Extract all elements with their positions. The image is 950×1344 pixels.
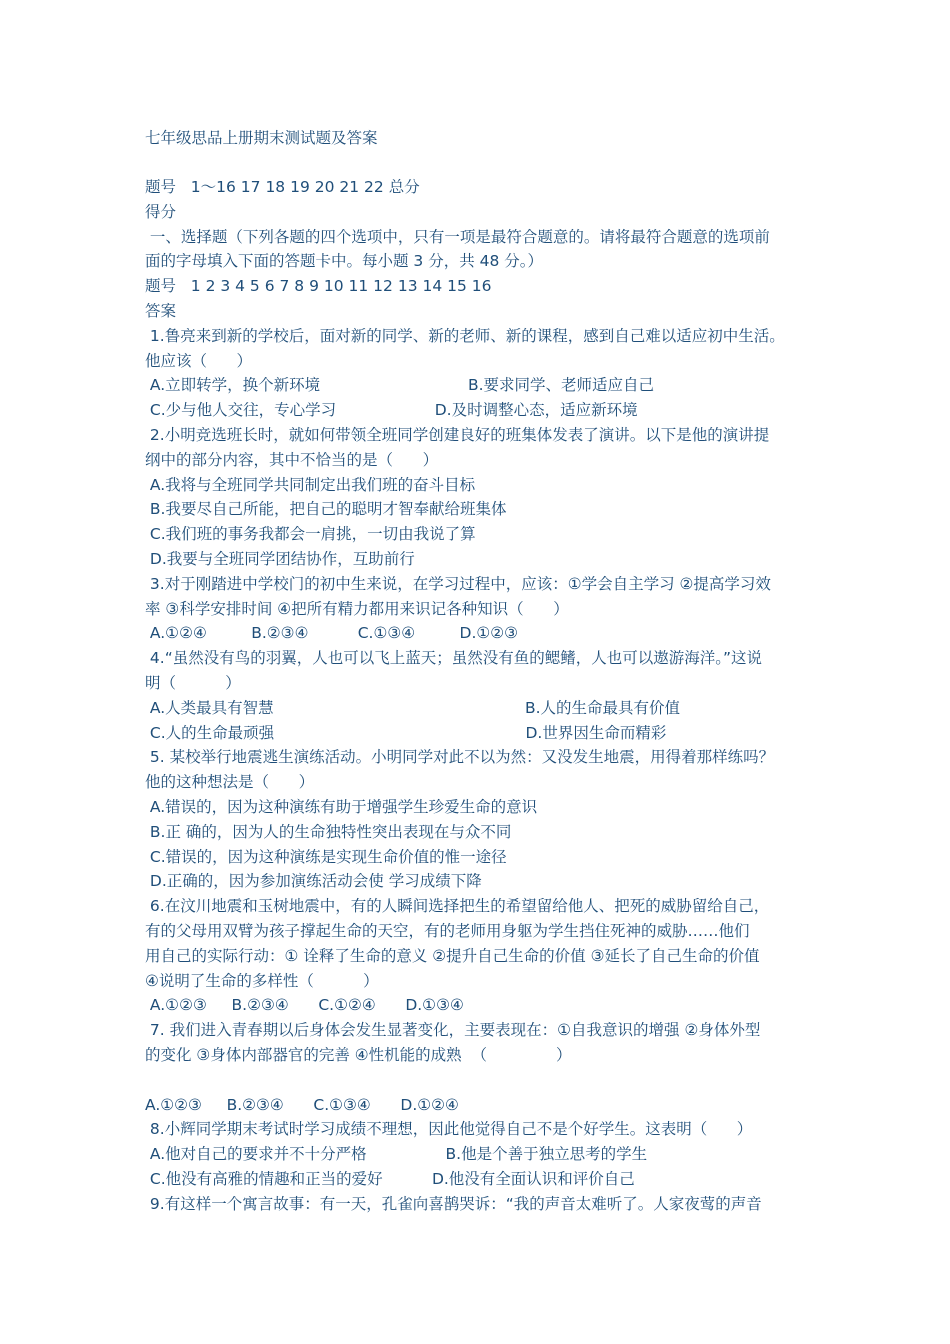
text-line: 有的父母用双臂为孩子撑起生命的天空，有的老师用身躯为学生挡住死神的威胁……他们 — [145, 922, 750, 940]
text-line: A.他对自己的要求并不十分严格 B.他是个善于独立思考的学生 — [145, 1145, 648, 1164]
text-line: 率 ③科学安排时间 ④把所有精力都用来识记各种知识（ ） — [145, 599, 569, 618]
text-line: 一、选择题（下列各题的四个选项中，只有一项是最符合题意的。请将最符合题意的选项前 — [145, 227, 770, 246]
text-line: C.人的生命最顽强 D.世界因生命而精彩 — [145, 723, 667, 742]
text-line: C.错误的，因为这种演练是实现生命价值的惟一途径 — [145, 847, 507, 866]
text-line: 2.小明竞选班长时，就如何带领全班同学创建良好的班集体发表了演讲。以下是他的演讲提 — [145, 426, 770, 444]
text-line: 7. 我们进入青春期以后身体会发生显著变化，主要表现在：①自我意识的增强 ②身体外型 — [145, 1021, 761, 1040]
text-line: 4.“虽然没有鸟的羽翼，人也可以飞上蓝天；虽然没有鱼的鳃鳍，人也可以遨游海洋。”这说 — [145, 649, 763, 668]
text-line: 他应该（ ） — [145, 351, 253, 370]
text-line: A.人类最具有智慧 B.人的生命最具有价值 — [145, 698, 681, 717]
text-line: D.我要与全班同学团结协作，互助前行 — [145, 550, 415, 568]
text-line: 8.小辉同学期末考试时学习成绩不理想，因此他觉得自己不是个好学生。这表明（ ） — [145, 1120, 753, 1139]
text-line: 5. 某校举行地震逃生演练活动。小明同学对此不以为然：又没发生地震，用得着那样练吗？ — [145, 748, 775, 767]
text-line: 1.鲁亮来到新的学校后，面对新的同学、新的老师、新的课程，感到自己难以适应初中生活。 — [145, 326, 785, 345]
text-line: 明（ ） — [145, 674, 241, 692]
text-line: A.错误的，因为这种演练有助于增强学生珍爱生命的意识 — [145, 798, 538, 816]
text-line: B.我要尽自己所能，把自己的聪明才智奉献给班集体 — [145, 500, 507, 519]
text-line: A.①②③ B.②③④ C.①③④ D.①②④ — [145, 1095, 459, 1114]
text-line: 的变化 ③身体内部器官的完善 ④性机能的成熟 （ ） — [145, 1046, 572, 1064]
text-line: 题号 1 2 3 4 5 6 7 8 9 10 11 12 13 14 15 16 — [145, 277, 492, 296]
text-line: A.立即转学，换个新环境 B.要求同学、老师适应自己 — [145, 376, 655, 395]
text-line: A.①②③ B.②③④ C.①②④ D.①③④ — [145, 996, 464, 1015]
text-line: A.我将与全班同学共同制定出我们班的奋斗目标 — [145, 475, 476, 494]
text-line: 用自己的实际行动：① 诠释了生命的意义 ②提升自己生命的价值 ③延长了自己生命的价值 — [145, 946, 760, 965]
text-line: 纲中的部分内容，其中不恰当的是（ ） — [145, 450, 439, 469]
text-line: 题号 1～16 17 18 19 20 21 22 总分 — [145, 178, 420, 196]
text-line: D.正确的，因为参加演练活动会使 学习成绩下降 — [145, 872, 482, 891]
text-line: 3.对于刚踏进中学校门的初中生来说，在学习过程中，应该：①学会自主学习 ②提高学习效 — [145, 574, 771, 593]
text-line: 得分 — [145, 202, 177, 221]
text-line: B.正 确的，因为人的生命独特性突出表现在与众不同 — [145, 822, 512, 841]
text-line: ④说明了生命的多样性（ ） — [145, 971, 379, 990]
text-line: 6.在汶川地震和玉树地震中，有的人瞬间选择把生的希望留给他人、把死的威胁留给自己， — [145, 897, 770, 916]
text-line: 9.有这样一个寓言故事：有一天，孔雀向喜鹊哭诉：“我的声音太难听了。人家夜莺的声音 — [145, 1194, 762, 1213]
text-line: C.我们班的事务我都会一肩挑，一切由我说了算 — [145, 525, 476, 544]
text-line: A.①②④ B.②③④ C.①③④ D.①②③ — [145, 624, 519, 643]
text-line: 面的字母填入下面的答题卡中。每小题 3 分，共 48 分。） — [145, 252, 544, 271]
text-line: C.他没有高雅的情趣和正当的爱好 D.他没有全面认识和评价自己 — [145, 1170, 635, 1188]
text-line: C.少与他人交往，专心学习 D.及时调整心态，适应新环境 — [145, 401, 638, 420]
text-line: 答案 — [145, 302, 177, 320]
text-line: 他的这种想法是（ ） — [145, 773, 315, 792]
document-title: 七年级思品上册期末测试题及答案 — [145, 129, 378, 147]
